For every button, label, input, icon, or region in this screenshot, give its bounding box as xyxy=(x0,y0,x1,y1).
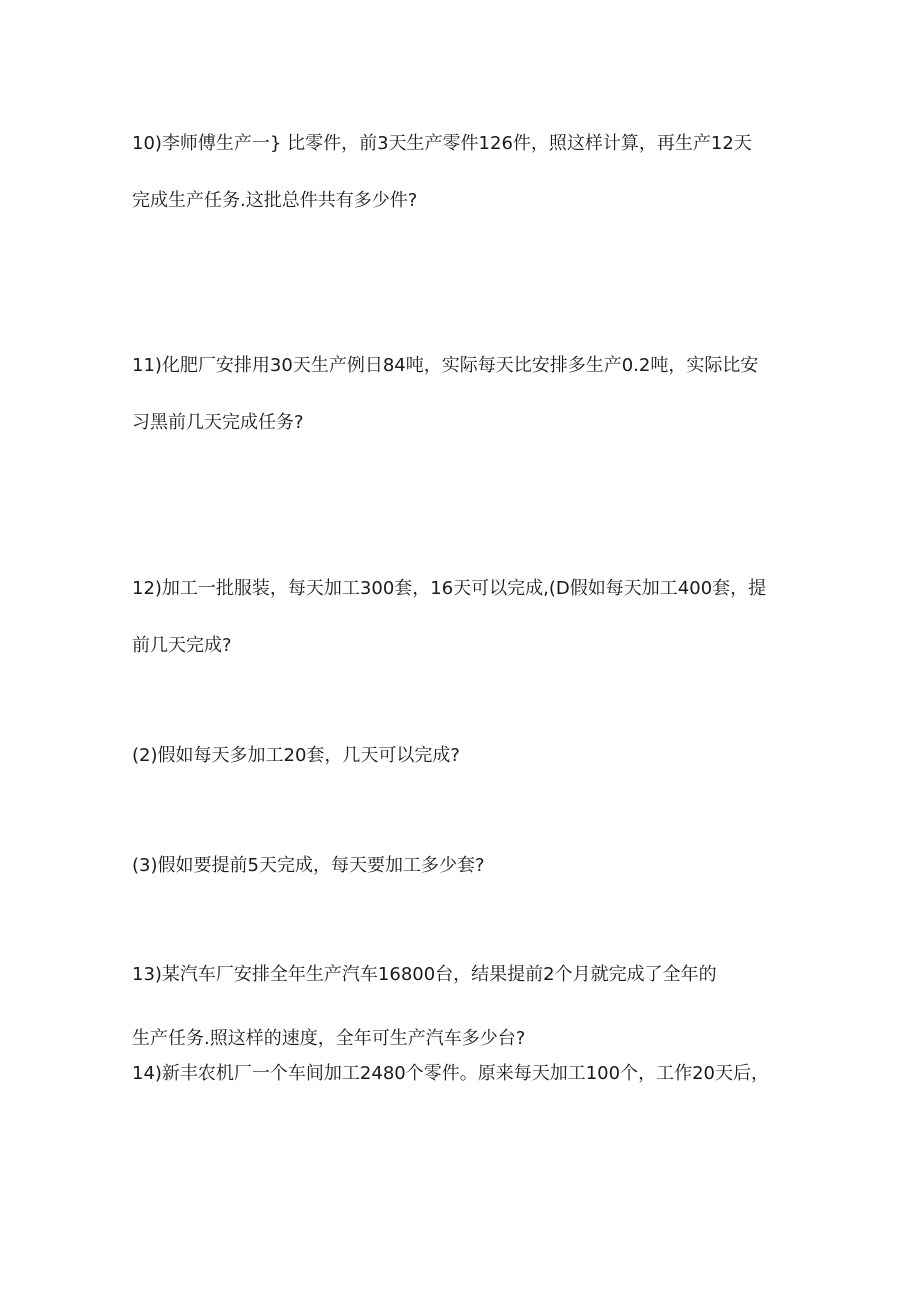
problem-12-line-2: 前几天完成? xyxy=(132,635,232,656)
problem-14-line-1: 14)新丰农机厂一个车间加工2480个零件。原来每天加工100个，工作20天后， xyxy=(132,1063,769,1084)
problem-12-part-3: (3)假如要提前5天完成，每天要加工多少套? xyxy=(132,855,485,876)
problem-11-line-2: 习黑前几天完成任务? xyxy=(132,412,304,433)
problem-12-part-2: (2)假如每天多加工20套，几天可以完成? xyxy=(132,745,460,766)
problem-12-line-1: 12)加工一批服装，每天加工300套，16天可以完成,(D假如每天加工400套，提 xyxy=(132,578,767,599)
problem-11-line-1: 11)化肥厂安排用30天生产例日84吨，实际每天比安排多生产0.2吨，实际比安 xyxy=(132,355,759,376)
problem-10-line-2: 完成生产任务.这批总件共有多少件? xyxy=(132,190,418,211)
problem-13-line-2: 生产任务.照这样的速度，全年可生产汽车多少台? xyxy=(132,1028,526,1049)
problem-13-line-1: 13)某汽车厂安排全年生产汽车16800台，结果提前2个月就完成了全年的 xyxy=(132,964,717,985)
problem-10-line-1: 10)李师傅生产一} 比零件，前3天生产零件126件，照这样计算，再生产12天 xyxy=(132,133,752,154)
